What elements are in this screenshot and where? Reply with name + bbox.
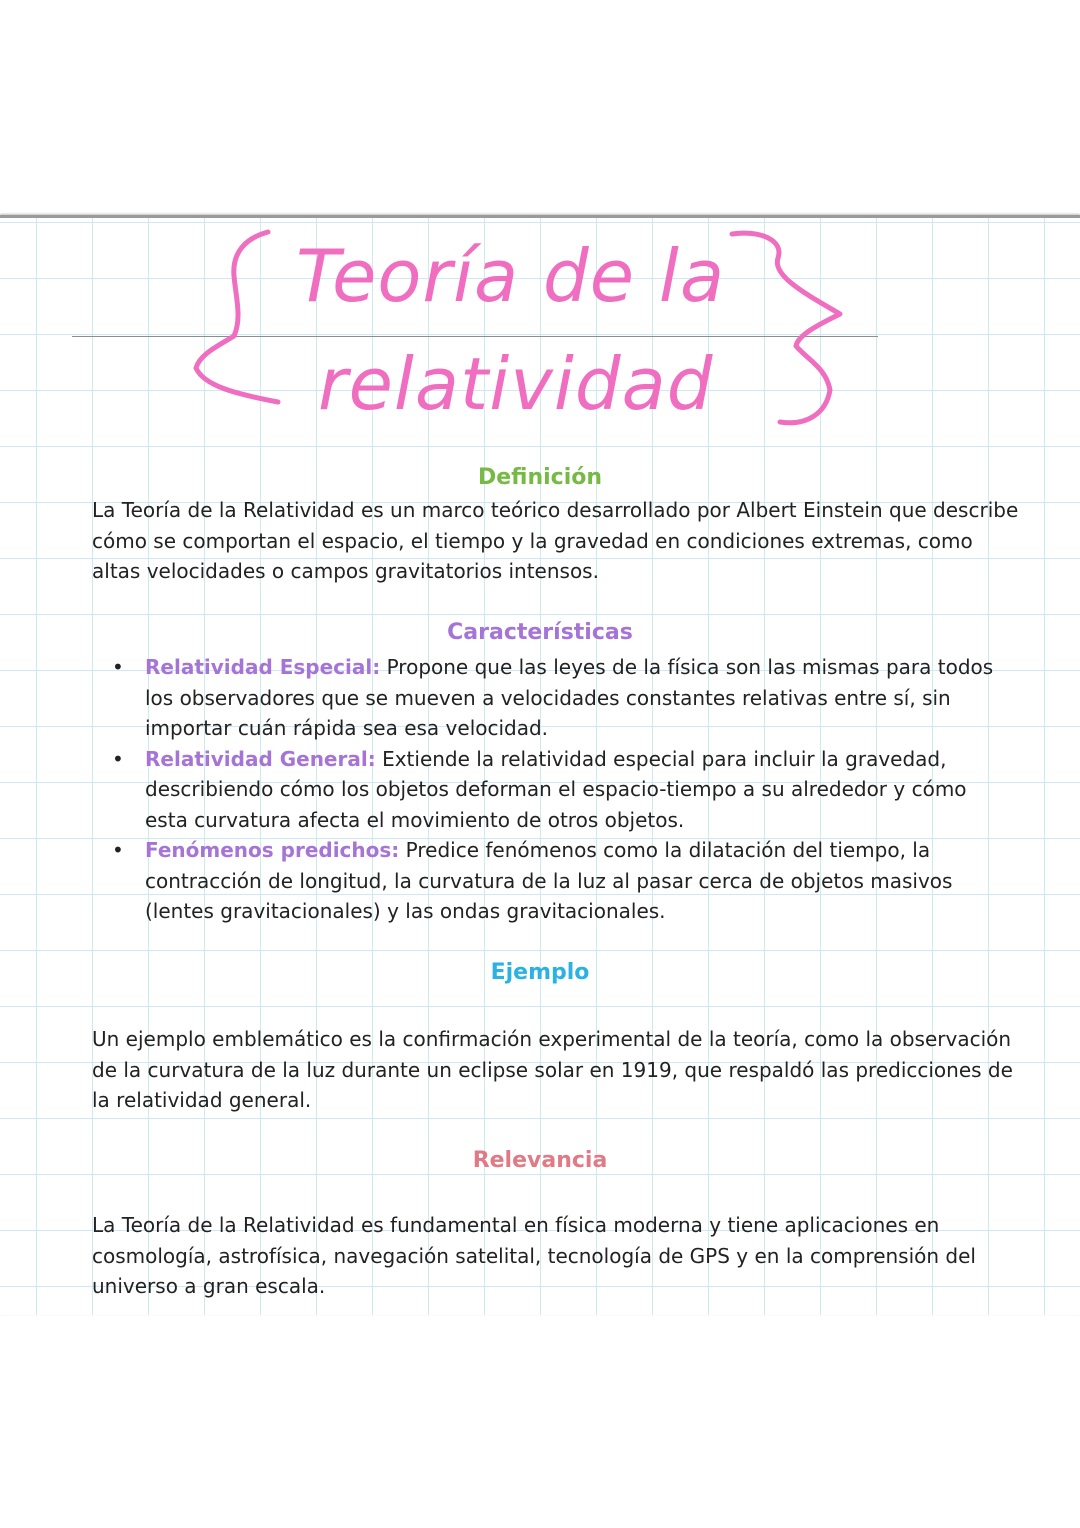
relevance-heading: Relevancia (472, 1148, 608, 1173)
item-term: Fenómenos predichos: (145, 838, 400, 862)
item-term: Relatividad Especial: (145, 655, 381, 679)
example-text: Un ejemplo emblemático es la confirmación experimental de la teoría, como la observación de la curvatura de la luz durante un eclipse solar en 1919, que respaldó las predicciones de la relatividad general. (92, 1027, 1013, 1112)
definition-text: La Teoría de la Relatividad es un marco teórico desarrollado por Albert Einstein que describe cómo se comportan el espacio, el tiempo y la gravedad en condiciones extremas, como altas velocidades o campos gravitatorios intensos. (92, 498, 1019, 583)
relevance-text: La Teoría de la Relatividad es fundamental en física moderna y tiene aplicaciones en cosmología, astrofísica, navegación satelital, tecnología de GPS y en la comprensión del universo a gran escala. (92, 1213, 976, 1298)
bullet-icon: • (112, 838, 124, 862)
example-heading: Ejemplo (490, 960, 590, 985)
definition-heading: Definición (477, 465, 603, 490)
item-text: Propone que las leyes de la física son las mismas para todos los observadores que se mueven a velocidades constantes relativas entre sí, sin importar cuán rápida sea esa velocidad. (145, 655, 994, 740)
title-line-1: Teoría de la (296, 234, 726, 318)
bullet-icon: • (112, 746, 124, 771)
list-item (0, 835, 995, 927)
title-line-2: relatividad (318, 342, 714, 426)
list-item (0, 652, 995, 744)
list-item (0, 744, 995, 836)
bullet-icon: • (112, 655, 124, 679)
characteristics-heading: Características (447, 620, 633, 645)
characteristics-list (0, 652, 1080, 927)
item-term: Relatividad General: (145, 746, 376, 771)
item-text: Extiende la relatividad especial para incluir la gravedad, describiendo cómo los objetos deforman el espacio-tiempo a su alrededor y cómo esta curvatura afecta el movimiento de otros objetos. (145, 746, 967, 832)
item-text: Predice fenómenos como la dilatación del tiempo, la contracción de longitud, la curvatura de la luz al pasar cerca de objetos masivos (lentes gravitacionales) y las ondas gravitacionales. (145, 838, 953, 923)
notebook-page (0, 215, 1080, 1315)
